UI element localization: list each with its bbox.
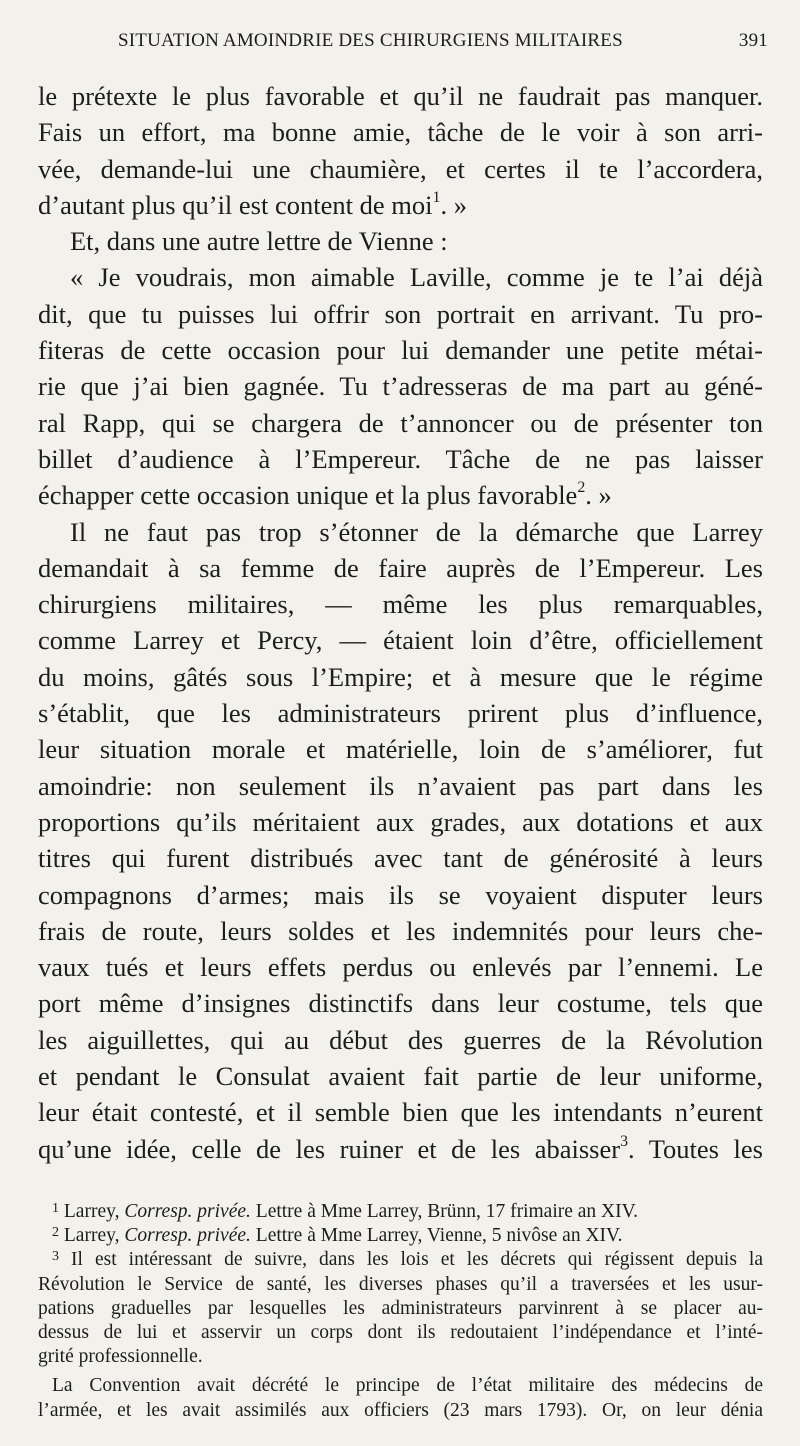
body-line: et pendant le Consulat avaient fait partie de leur uniforme,	[38, 1061, 763, 1092]
footnote-line: grité professionnelle.	[38, 1346, 203, 1368]
footnote-ref: 3	[620, 1132, 629, 1150]
footnote-line: Révolution le Service de santé, les diverses phases qu’il a traversées et les usur-	[38, 1273, 763, 1295]
footnote-ref: 1	[432, 188, 441, 206]
body-line: le prétexte le plus favorable et qu’il ne faudrait pas manquer.	[38, 81, 763, 111]
body-line: d’autant plus qu’il est content de moi$^1$. »	[38, 188, 467, 220]
body-text	[38, 78, 763, 1167]
footnote-1: $^1$ Larrey, Corresp. privée. Lettre à Mme Larrey, Brünn, 17 frimaire an XIV.	[52, 1200, 639, 1222]
footnotes	[38, 1200, 763, 1423]
body-line: vée, demande-lui une chaumière, et certes il te l’accordera,	[38, 153, 763, 184]
footnote-3: $^3$ Il est intéressant de suivre, dans les lois et les décrets qui régissent depuis la	[52, 1248, 763, 1271]
body-line: s’établit, que les administrateurs prirent plus d’influence,	[38, 698, 763, 729]
footnote-ref: 2	[577, 479, 586, 497]
body-line: dit, que tu puisses lui offrir son portrait en arrivant. Tu pro-	[38, 298, 763, 329]
footnote-2: $^2$ Larrey, Corresp. privée. Lettre à Mme Larrey, Vienne, 5 nivôse an XIV.	[52, 1224, 623, 1247]
footnote-line: pations graduelles par lesquelles les administrateurs parvinrent à se placer au-	[38, 1297, 763, 1319]
body-line: qu’une idée, celle de les ruiner et de les abaisser$^3$. Toutes les	[38, 1132, 763, 1164]
body-line: compagnons d’armes; mais ils se voyaient disputer leurs	[38, 879, 763, 910]
footnote-line: l’armée, et les avait assimilés aux officiers (23 mars 1793). Or, on leur dénia	[38, 1399, 763, 1421]
body-line: titres qui furent distribués avec tant de générosité à leurs	[38, 843, 763, 874]
body-line: ral Rapp, qui se chargera de t’annoncer ou de présenter ton	[38, 407, 763, 438]
body-line: demandait à sa femme de faire auprès de l’Empereur. Les	[38, 552, 763, 583]
page-number: 391	[738, 30, 768, 51]
body-line: Et, dans une autre lettre de Vienne :	[70, 226, 448, 257]
body-line: leur situation morale et matérielle, loin de s’améliorer, fut	[38, 734, 763, 765]
body-line: frais de route, leurs soldes et les indemnités pour leurs che-	[38, 915, 763, 946]
body-line: Fais un effort, ma bonne amie, tâche de le voir à son arri-	[38, 117, 763, 148]
body-line: leur était contesté, et il semble bien que les intendants n’eurent	[38, 1097, 763, 1128]
body-line: billet d’audience à l’Empereur. Tâche de ne pas laisser	[38, 443, 763, 474]
footnote-line: La Convention avait décrété le principe de l’état militaire des médecins de	[52, 1375, 763, 1397]
body-line: proportions qu’ils méritaient aux grades, aux dotations et aux	[38, 806, 763, 837]
body-line: comme Larrey et Percy, — étaient loin d’être, officiellement	[38, 625, 763, 656]
body-line: vaux tués et leurs effets perdus ou enlevés par l’ennemi. Le	[38, 952, 763, 983]
body-line: port même d’insignes distinctifs dans leur costume, tels que	[38, 988, 763, 1019]
body-line: fiteras de cette occasion pour lui demander une petite métai-	[38, 335, 763, 366]
body-line: « Je voudrais, mon aimable Laville, comme je te l’ai déjà	[70, 262, 763, 293]
body-line: amoindrie: non seulement ils n’avaient pas part dans les	[38, 770, 763, 801]
body-line: du moins, gâtés sous l’Empire; et à mesure que le régime	[38, 661, 763, 692]
footnote-line: dessus de lui et asservir un corps dont ils redoutaient l’indépendance et l’inté-	[38, 1322, 763, 1344]
body-line: Il ne faut pas trop s’étonner de la démarche que Larrey	[70, 516, 763, 547]
body-line: échapper cette occasion unique et la plus favorable$^2$. »	[38, 479, 612, 511]
body-line: les aiguillettes, qui au début des guerres de la Révolution	[38, 1024, 763, 1055]
page-header	[118, 30, 768, 58]
body-line: chirurgiens militaires, — même les plus remarquables,	[38, 589, 763, 620]
running-title: SITUATION AMOINDRIE DES CHIRURGIENS MILITAIRES	[118, 30, 623, 51]
body-line: rie que j’ai bien gagnée. Tu t’adresseras de ma part au géné-	[38, 371, 763, 402]
